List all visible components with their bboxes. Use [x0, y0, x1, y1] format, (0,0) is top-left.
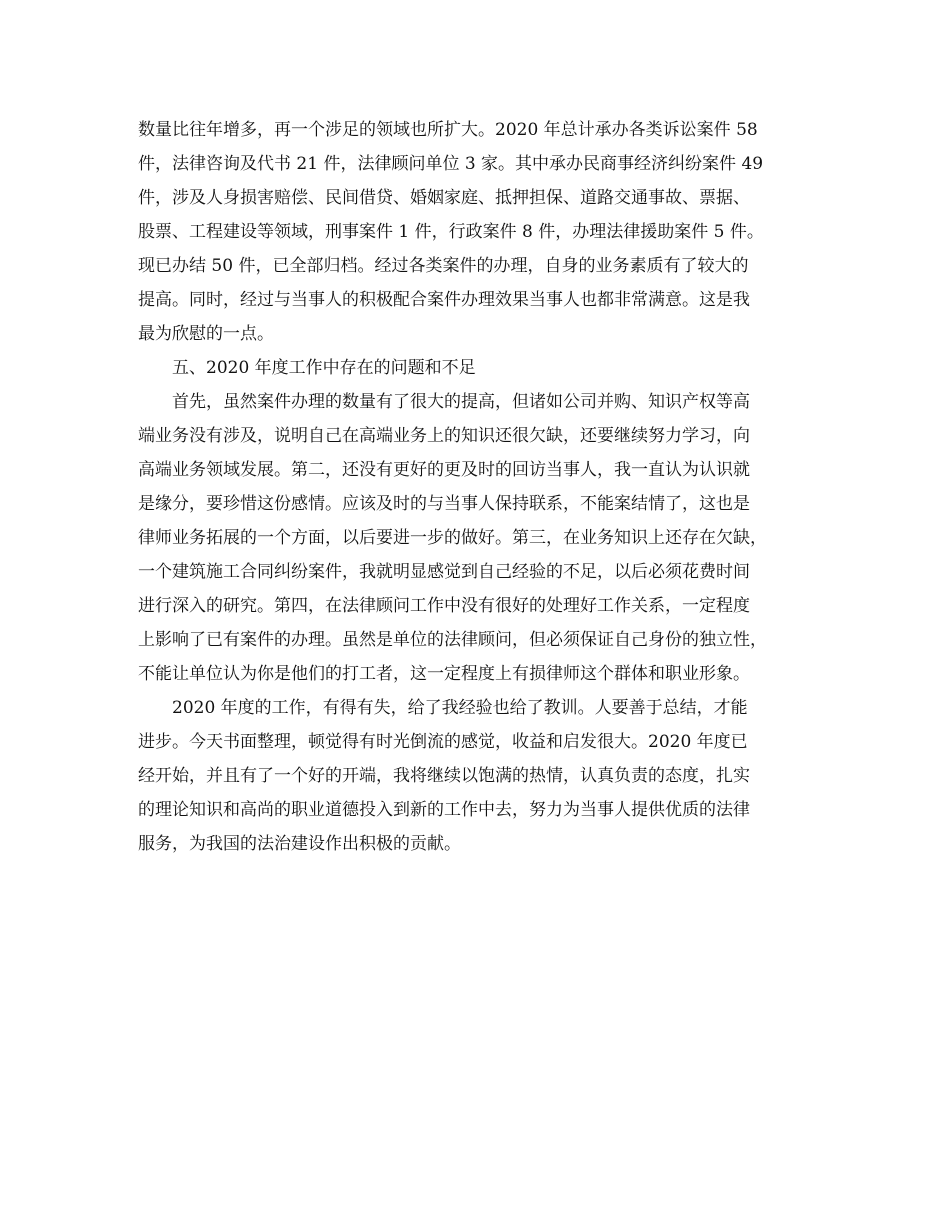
text-line: 件，涉及人身损害赔偿、民间借贷、婚姻家庭、抵押担保、道路交通事故、票据、 — [138, 188, 750, 208]
text-line: 首先，虽然案件办理的数量有了很大的提高，但诸如公司并购、知识产权等高 — [172, 392, 750, 412]
text-line: 一个建筑施工合同纠纷案件，我就明显感觉到自己经验的不足，以后必须花费时间 — [138, 562, 750, 582]
text-line: 经开始，并且有了一个好的开端，我将继续以饱满的热情，认真负责的态度，扎实 — [138, 766, 750, 786]
text-line: 服务，为我国的法治建设作出积极的贡献。 — [138, 834, 461, 854]
text-line: 端业务没有涉及，说明自己在高端业务上的知识还很欠缺，还要继续努力学习，向 — [138, 426, 750, 446]
text-line: 是缘分，要珍惜这份感情。应该及时的与当事人保持联系，不能案结情了，这也是 — [138, 494, 750, 514]
text-line: 件，法律咨询及代书 21 件，法律顾问单位 3 家。其中承办民商事经济纠纷案件 49 — [138, 154, 764, 174]
text-line: 上影响了已有案件的办理。虽然是单位的法律顾问，但必须保证自己身份的独立性， — [138, 630, 767, 650]
text-line: 数量比往年增多，再一个涉足的领域也所扩大。2020 年总计承办各类诉讼案件 58 — [138, 120, 758, 140]
text-line: 最为欣慰的一点。 — [138, 324, 274, 344]
text-line: 进行深入的研究。第四，在法律顾问工作中没有很好的处理好工作关系，一定程度 — [138, 596, 750, 616]
text-line: 2020 年度的工作，有得有失，给了我经验也给了教训。人要善于总结，才能 — [172, 698, 748, 718]
text-line: 高端业务领域发展。第二，还没有更好的更及时的回访当事人，我一直认为认识就 — [138, 460, 750, 480]
text-line: 提高。同时，经过与当事人的积极配合案件办理效果当事人也都非常满意。这是我 — [138, 290, 750, 310]
text-line: 股票、工程建设等领域，刑事案件 1 件，行政案件 8 件，办理法律援助案件 5 件。 — [138, 222, 764, 242]
document-body — [138, 113, 818, 861]
text-line: 律师业务拓展的一个方面，以后要进一步的做好。第三，在业务知识上还存在欠缺， — [138, 528, 767, 548]
text-line: 现已办结 50 件，已全部归档。经过各类案件的办理，自身的业务素质有了较大的 — [138, 256, 749, 276]
text-line: 进步。今天书面整理，顿觉得有时光倒流的感觉，收益和启发很大。2020 年度已 — [138, 732, 748, 752]
section-heading: 五、2020 年度工作中存在的问题和不足 — [172, 358, 476, 378]
text-line: 的理论知识和高尚的职业道德投入到新的工作中去，努力为当事人提供优质的法律 — [138, 800, 750, 820]
text-line: 不能让单位认为你是他们的打工者，这一定程度上有损律师这个群体和职业形象。 — [138, 664, 750, 684]
